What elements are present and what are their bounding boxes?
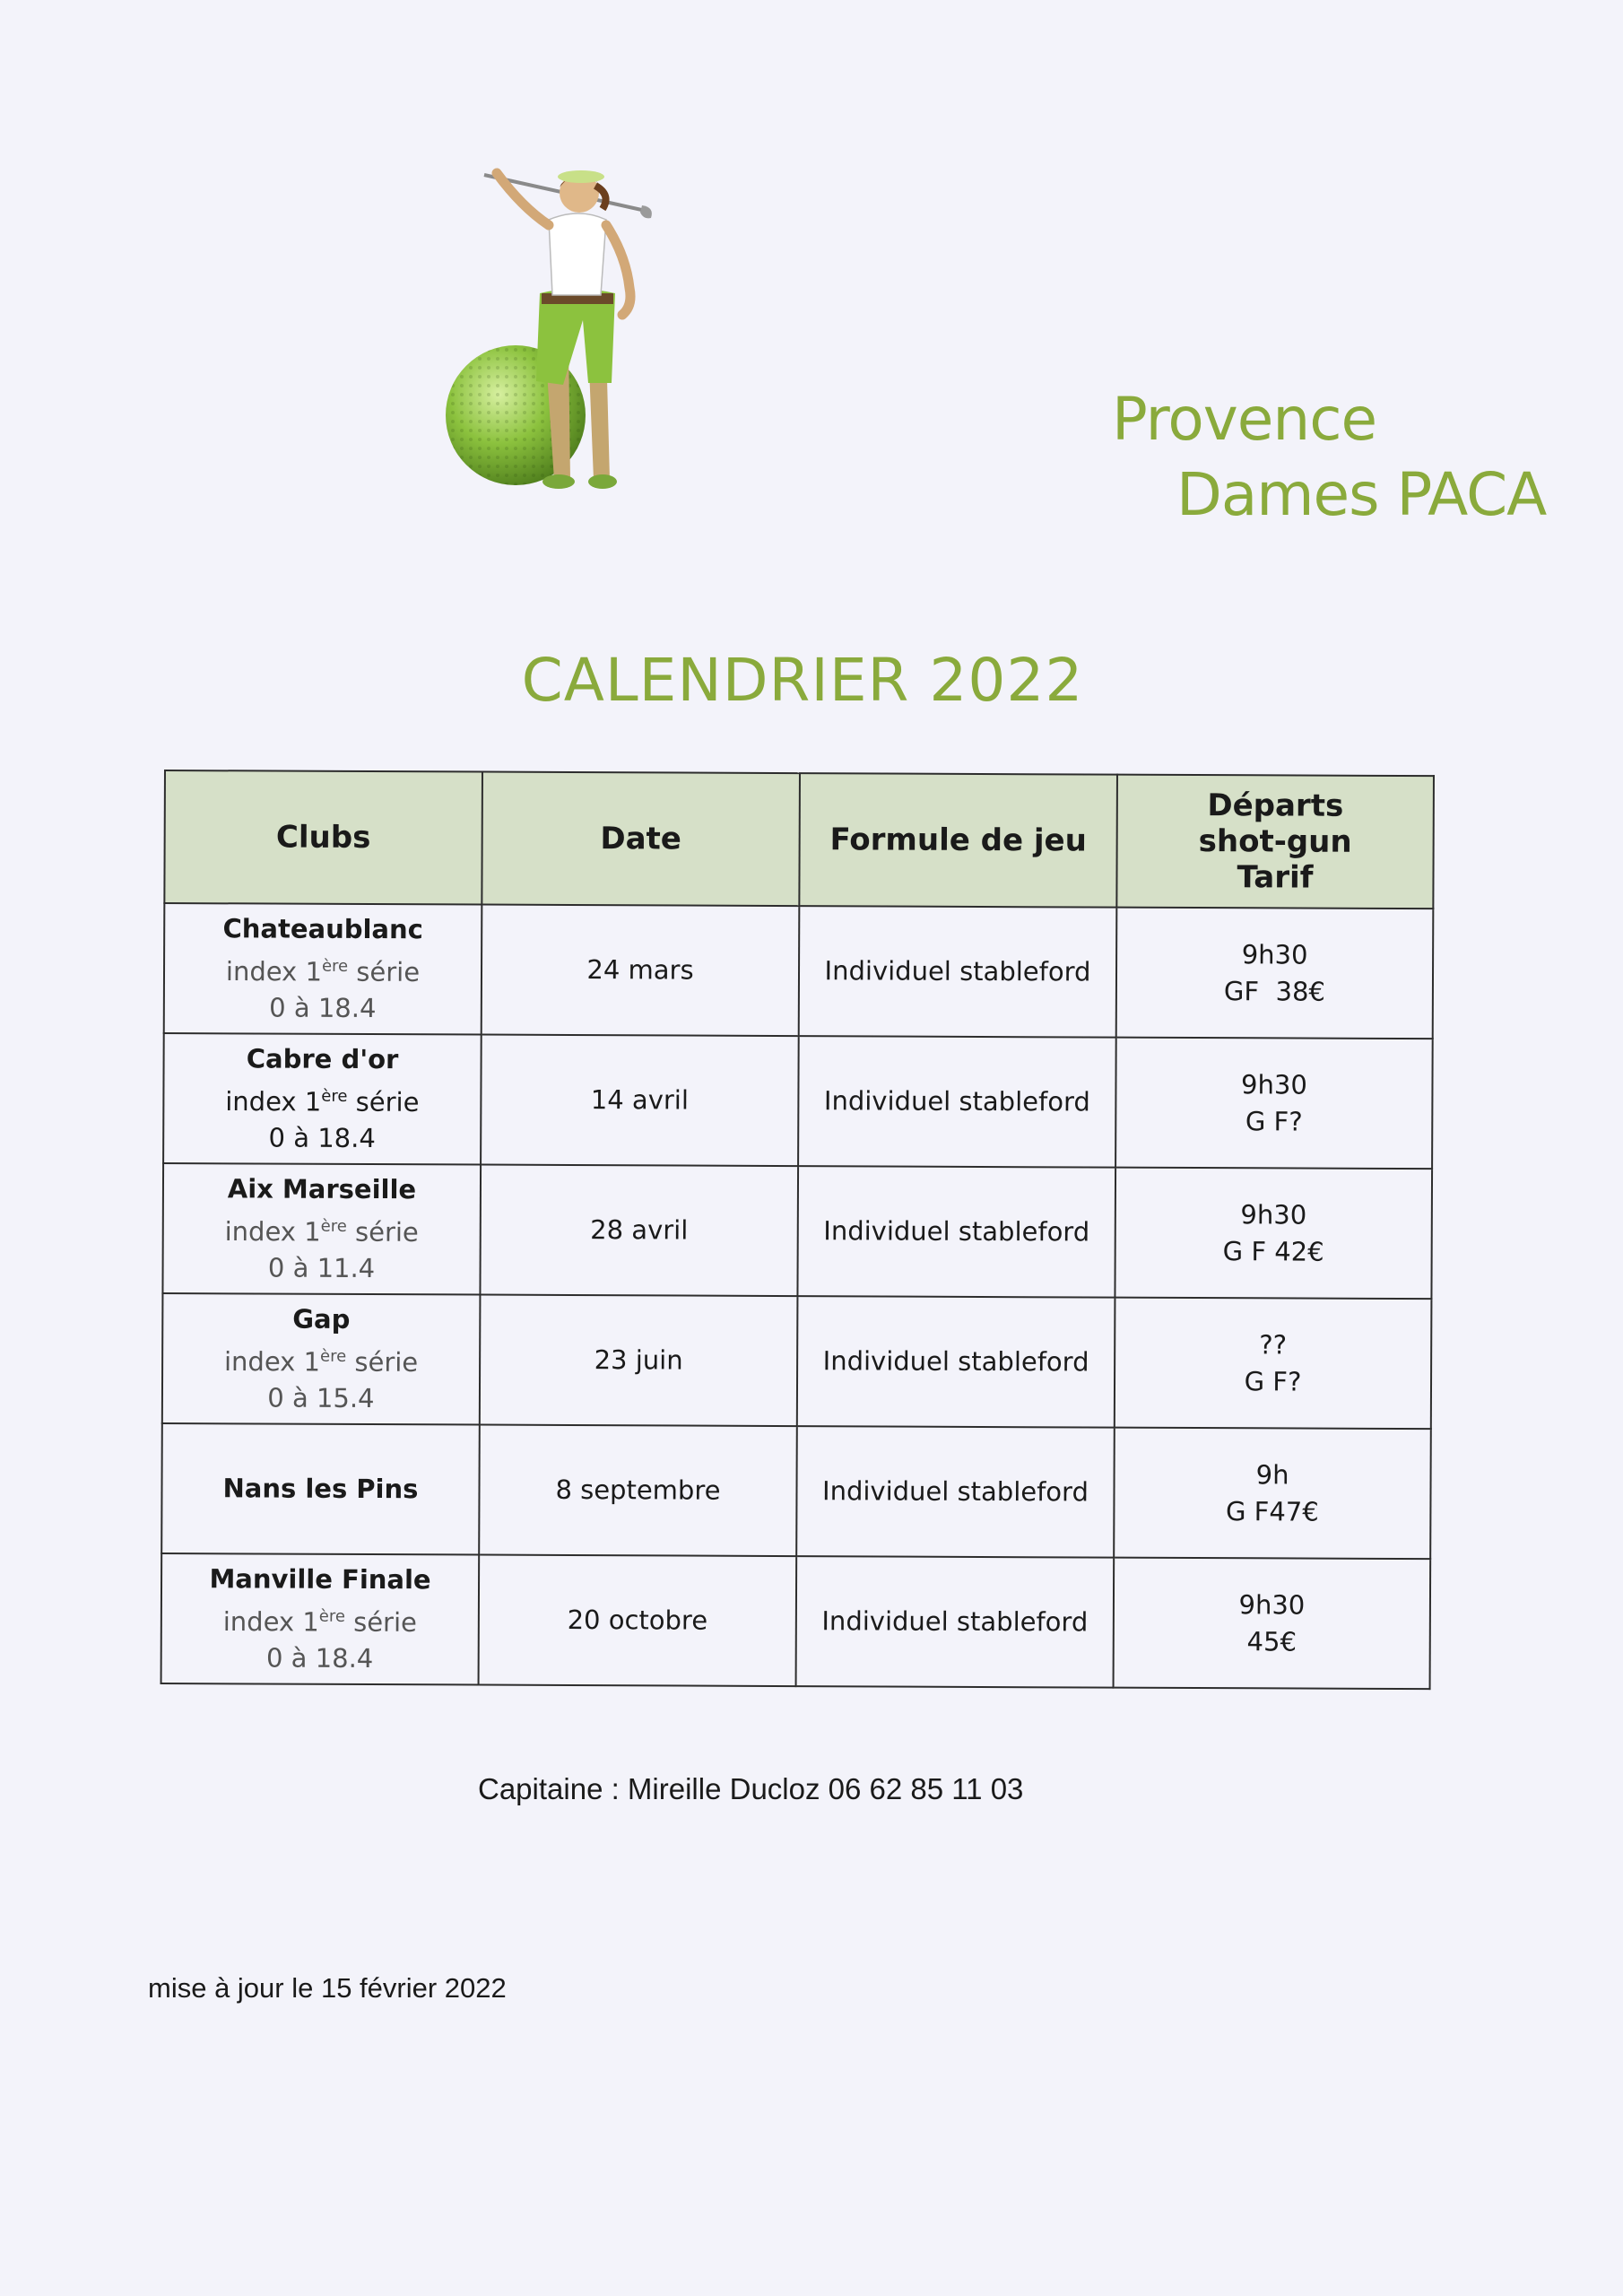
- departs-cell: [1116, 908, 1434, 1039]
- captain-contact: Capitaine : Mireille Ducloz 06 62 85 11 03: [478, 1772, 1024, 1805]
- club-name: Manville Finale: [209, 1562, 431, 1595]
- club-cell: [164, 903, 482, 1035]
- calendar-table: [161, 770, 1435, 1690]
- club-index: index 1ère série: [223, 1345, 419, 1378]
- formule-cell: Individuel stableford: [796, 1556, 1115, 1688]
- header-departs-line1: Départs: [1207, 787, 1344, 824]
- tarif: GF 38€: [1223, 975, 1325, 1007]
- departs-cell: [1114, 1428, 1431, 1560]
- club-range: 0 à 18.4: [269, 992, 377, 1024]
- tarif: G F?: [1244, 1365, 1302, 1397]
- header-formule: Formule de jeu: [799, 773, 1117, 908]
- depart-time: ??: [1259, 1328, 1288, 1360]
- depart-time: 9h30: [1238, 1588, 1306, 1621]
- date-cell: 28 avril: [480, 1165, 798, 1297]
- club-range: 0 à 18.4: [265, 1642, 374, 1674]
- depart-time: 9h30: [1241, 938, 1308, 970]
- date-cell: 20 octobre: [479, 1555, 797, 1687]
- page-title: CALENDRIER 2022: [521, 646, 1084, 715]
- club-range: 0 à 11.4: [267, 1252, 376, 1284]
- club-cell: [162, 1293, 481, 1425]
- club-name: Cabre d'or: [246, 1043, 399, 1074]
- header-departs-line2: shot-gun: [1198, 823, 1352, 860]
- table-header-row: [164, 770, 1434, 909]
- club-range: 0 à 18.4: [268, 1122, 376, 1154]
- formule-cell: Individuel stableford: [797, 1166, 1115, 1298]
- club-name: Aix Marseille: [227, 1172, 417, 1205]
- header-departs-line3: Tarif: [1237, 859, 1314, 896]
- table-row: [161, 1423, 1431, 1559]
- club-name: Chateaublanc: [222, 912, 423, 944]
- formule-cell: Individuel stableford: [798, 1036, 1116, 1168]
- tarif: 45€: [1246, 1625, 1298, 1657]
- tarif: G F47€: [1225, 1495, 1319, 1527]
- club-cell: [163, 1033, 482, 1165]
- table-row: [162, 1293, 1432, 1429]
- club-name: Nans les Pins: [222, 1473, 419, 1505]
- formule-cell: Individuel stableford: [797, 1296, 1115, 1428]
- header-departs: [1116, 775, 1434, 909]
- depart-time: 9h30: [1240, 1198, 1307, 1231]
- date-cell: 8 septembre: [479, 1425, 797, 1557]
- tarif: G F 42€: [1222, 1235, 1324, 1267]
- depart-time: 9h: [1255, 1458, 1289, 1490]
- woman-golfer-with-golf-ball-icon: [430, 130, 699, 507]
- formule-cell: Individuel stableford: [796, 1426, 1115, 1558]
- header-date: Date: [482, 772, 800, 907]
- departs-cell: [1114, 1558, 1431, 1690]
- club-index: index 1ère série: [225, 1085, 420, 1118]
- brand-line-2: Dames PACA: [1176, 460, 1547, 529]
- date-cell: 24 mars: [482, 905, 800, 1037]
- date-cell: 23 juin: [480, 1295, 798, 1427]
- table-row: [161, 1553, 1431, 1689]
- brand-line-1: Provence: [1112, 385, 1377, 454]
- departs-cell: [1115, 1298, 1432, 1430]
- formule-cell: Individuel stableford: [799, 906, 1117, 1038]
- departs-cell: [1115, 1168, 1432, 1300]
- table-row: [164, 903, 1434, 1039]
- tarif: G F?: [1245, 1105, 1303, 1137]
- table-row: [163, 1033, 1433, 1169]
- update-date: mise à jour le 15 février 2022: [148, 1972, 507, 2004]
- club-cell: [162, 1163, 481, 1295]
- header-clubs: Clubs: [164, 770, 482, 905]
- provence-dames-logo: [430, 130, 1547, 529]
- club-range: 0 à 15.4: [267, 1382, 375, 1414]
- depart-time: 9h30: [1241, 1068, 1307, 1100]
- table-row: [162, 1163, 1432, 1299]
- departs-cell: [1115, 1038, 1433, 1170]
- club-index: index 1ère série: [222, 1605, 418, 1638]
- club-name: Gap: [292, 1303, 351, 1335]
- club-cell: [161, 1423, 480, 1555]
- club-cell: [161, 1553, 480, 1685]
- date-cell: 14 avril: [481, 1035, 799, 1167]
- club-index: index 1ère série: [225, 955, 421, 987]
- club-index: index 1ère série: [224, 1215, 419, 1248]
